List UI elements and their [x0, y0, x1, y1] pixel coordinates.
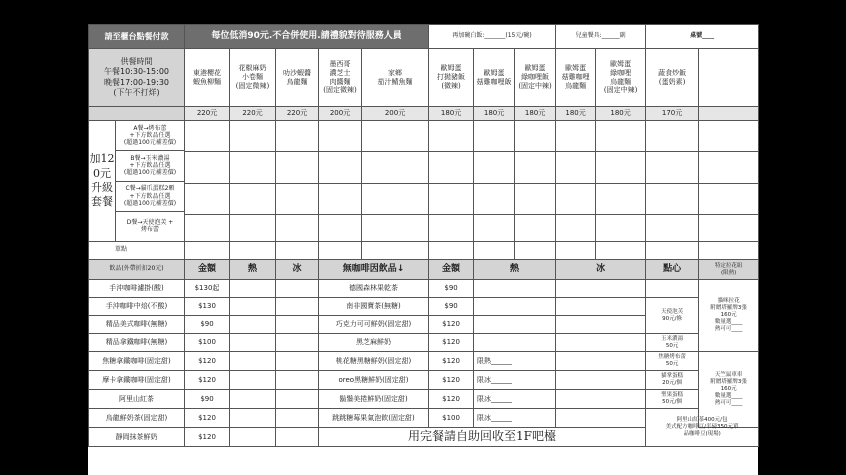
order-cell[interactable]	[276, 428, 319, 447]
order-cell[interactable]	[556, 409, 646, 428]
order-cell[interactable]	[474, 121, 515, 152]
dish-price: 180元	[596, 107, 646, 121]
order-cell[interactable]	[429, 214, 474, 241]
drink-name: 阿里山紅茶	[89, 390, 185, 409]
drink-name: 跳跳糖莓果氣泡飲(固定甜)	[319, 409, 429, 428]
drink-name: 德國森林果乾茶	[319, 280, 429, 298]
drink-temp-note[interactable]: 限冰______	[474, 409, 556, 428]
drink-price: $120	[185, 428, 230, 447]
hot-header-2: 熱	[474, 260, 556, 280]
order-cell[interactable]	[429, 152, 474, 183]
order-cell[interactable]	[596, 183, 646, 214]
order-cell[interactable]	[515, 242, 556, 260]
order-cell[interactable]	[429, 121, 474, 152]
amount-header: 金額	[185, 260, 230, 280]
order-cell[interactable]	[362, 183, 429, 214]
drink-name: 手沖咖啡中焙(不酸)	[89, 298, 185, 316]
order-cell[interactable]	[596, 242, 646, 260]
dish-price: 200元	[362, 107, 429, 121]
order-cell[interactable]	[230, 152, 276, 183]
dish-price: 180元	[556, 107, 596, 121]
dish-name: 蔬食炒飯 (蛋奶素)	[646, 49, 699, 107]
order-cell[interactable]	[474, 183, 515, 214]
drink-price: $90	[429, 298, 474, 316]
order-cell[interactable]	[699, 214, 759, 241]
dish-name: 歐姆蛋 打拋豬飯 (微辣)	[429, 49, 474, 107]
dish-name: 歐姆蛋 菇雞咖哩飯	[474, 49, 515, 107]
dish-price: 220元	[276, 107, 319, 121]
dish-name: 東港櫻花 蝦魚柳麵	[185, 49, 230, 107]
order-cell[interactable]	[362, 152, 429, 183]
blank-cell	[699, 49, 759, 107]
order-cell[interactable]	[556, 352, 646, 371]
order-cell[interactable]	[230, 183, 276, 214]
order-cell[interactable]	[699, 121, 759, 152]
order-cell[interactable]	[276, 390, 319, 409]
lunch-hours: 午餐10:30-15:00	[104, 67, 169, 77]
order-cell[interactable]	[474, 214, 515, 241]
order-cell[interactable]	[319, 242, 362, 260]
drink-name: 精品美式咖啡(無糖)	[89, 316, 185, 334]
dinner-hours: 晚餐17:00-19:30	[104, 77, 169, 87]
order-cell[interactable]	[474, 316, 556, 334]
order-cell[interactable]	[230, 352, 276, 371]
order-cell[interactable]	[474, 280, 556, 298]
ice-header: 冰	[276, 260, 319, 280]
order-cell[interactable]	[646, 242, 699, 260]
single-order-label: 單點	[89, 242, 185, 260]
dish-price: 220元	[230, 107, 276, 121]
amount-header-2: 金額	[429, 260, 474, 280]
order-cell[interactable]	[276, 183, 319, 214]
drink-price: $120	[185, 371, 230, 390]
drink-name: 桃花糖黑糖鮮奶(固定甜)	[319, 352, 429, 371]
order-cell[interactable]	[362, 121, 429, 152]
order-cell[interactable]	[230, 214, 276, 241]
drink-price: $120	[429, 390, 474, 409]
order-cell[interactable]	[556, 298, 646, 316]
order-cell[interactable]	[646, 214, 699, 241]
order-cell[interactable]	[276, 371, 319, 390]
ice-header-2: 冰	[556, 260, 646, 280]
drink-price: $120	[429, 352, 474, 371]
set-upgrade-label: 加120元升級套餐	[89, 121, 116, 241]
dish-name: 歐姆蛋 綠咖哩 烏龍麵 (固定中辣)	[596, 49, 646, 107]
drink-name: 南非國寶茶(無糖)	[319, 298, 429, 316]
order-cell[interactable]	[556, 121, 596, 152]
hot-header: 熱	[230, 260, 276, 280]
order-cell[interactable]	[319, 183, 362, 214]
extra-rice-field[interactable]: 再加碗白飯:_______(15元/碗)	[429, 25, 556, 49]
order-cell[interactable]	[230, 242, 276, 260]
dish-price: 220元	[185, 107, 230, 121]
order-cell[interactable]	[699, 152, 759, 183]
order-cell[interactable]	[276, 298, 319, 316]
drink-temp-note[interactable]: 限熱______	[474, 352, 556, 371]
snack-header: 點心	[646, 260, 699, 280]
order-cell[interactable]	[230, 334, 276, 352]
order-cell[interactable]	[596, 152, 646, 183]
dish-price: 180元	[474, 107, 515, 121]
snack-item[interactable]: 聖果蛋糕 50元/個	[646, 390, 699, 409]
order-sheet	[88, 24, 758, 475]
order-cell[interactable]	[319, 121, 362, 152]
drink-price: $90	[185, 316, 230, 334]
order-cell[interactable]	[556, 316, 646, 334]
set-option-c: C餐→貓爪蛋糕2顆 +下方飲品任選 (超過100元補差價)	[116, 182, 184, 212]
order-cell[interactable]	[276, 152, 319, 183]
blank-cell	[89, 107, 185, 121]
order-cell[interactable]	[646, 183, 699, 214]
order-cell[interactable]	[556, 371, 646, 390]
dish-name: 歐姆蛋 綠咖哩飯 (固定中辣)	[515, 49, 556, 107]
set-meal-options	[89, 121, 185, 242]
order-cell[interactable]	[185, 152, 230, 183]
order-cell[interactable]	[515, 214, 556, 241]
order-cell[interactable]	[515, 152, 556, 183]
drink-price: $120	[429, 316, 474, 334]
drink-price: $100	[429, 409, 474, 428]
snack-item[interactable]: 焦糖烤布蕾 50元	[646, 352, 699, 371]
service-note: (下午不打烊)	[113, 87, 160, 97]
order-cell[interactable]	[276, 352, 319, 371]
drink-price: $120	[185, 352, 230, 371]
order-cell[interactable]	[429, 242, 474, 260]
order-cell[interactable]	[276, 214, 319, 241]
set-option-b: B餐→玉米濃湯 +下方飲品任選 (超過100元補差價)	[116, 151, 184, 181]
order-cell[interactable]	[596, 214, 646, 241]
order-instruction: 請至櫃台點餐付款	[89, 25, 185, 49]
order-cell[interactable]	[319, 214, 362, 241]
drinks-header: 飲品(外帶折扣20元)	[89, 260, 185, 280]
minimum-charge-notice: 每位低消90元.不合併使用.請禮貌對待服務人員	[185, 25, 429, 49]
order-cell[interactable]	[185, 183, 230, 214]
drink-name: 摩卡拿鐵咖啡(固定甜)	[89, 371, 185, 390]
dish-price: 200元	[319, 107, 362, 121]
order-cell[interactable]	[556, 242, 596, 260]
drink-price: $130	[185, 298, 230, 316]
order-cell[interactable]	[230, 409, 276, 428]
menu-table	[88, 24, 759, 447]
caffeine-free-header: 無咖啡因飲品↓	[319, 260, 429, 280]
kids-utensils-field[interactable]: 兒童餐具:______副	[556, 25, 646, 49]
order-cell[interactable]	[276, 334, 319, 352]
latte-art-header: 特定拉花組 (限熱)	[699, 260, 759, 280]
drink-name: 焦糖拿鐵咖啡(固定甜)	[89, 352, 185, 371]
dish-name: 花椒麻奶 小卷麵 (固定微辣)	[230, 49, 276, 107]
order-cell[interactable]	[556, 390, 646, 409]
order-cell[interactable]	[185, 121, 230, 152]
drink-name: 鬍鬚美捲鮮奶(固定甜)	[319, 390, 429, 409]
drink-name: 烏龍鮮奶茶(固定甜)	[89, 409, 185, 428]
drink-name: 巧克力可可鮮奶(固定甜)	[319, 316, 429, 334]
drink-temp-note[interactable]: 限冰______	[474, 390, 556, 409]
order-cell[interactable]	[596, 121, 646, 152]
order-cell[interactable]	[474, 334, 556, 352]
order-cell[interactable]	[515, 183, 556, 214]
order-cell[interactable]	[276, 121, 319, 152]
return-tray-note: 用完餐請自助回收至1F吧檯	[319, 428, 646, 447]
order-cell[interactable]	[276, 242, 319, 260]
drink-price: $120	[429, 334, 474, 352]
order-cell[interactable]	[556, 214, 596, 241]
order-cell[interactable]	[429, 183, 474, 214]
order-cell[interactable]	[646, 152, 699, 183]
drink-price: $130起	[185, 280, 230, 298]
order-cell[interactable]	[230, 121, 276, 152]
order-cell[interactable]	[556, 280, 646, 298]
drink-name: 黑芝麻鮮奶	[319, 334, 429, 352]
drink-name: oreo黑糖鮮奶(固定甜)	[319, 371, 429, 390]
order-cell[interactable]	[474, 242, 515, 260]
drink-name: 靜岡抹茶鮮奶	[89, 428, 185, 447]
order-cell[interactable]	[276, 409, 319, 428]
dish-name: 歐姆蛋 菇雞咖哩 烏龍麵	[556, 49, 596, 107]
service-hours	[89, 49, 185, 107]
dish-price: 180元	[515, 107, 556, 121]
order-cell[interactable]	[474, 298, 556, 316]
order-cell[interactable]	[699, 183, 759, 214]
latte-art-guinea-pig[interactable]: 天竺鼠車車 附贈塔羅牌3張 160元 數量選____ 熱可可____	[699, 352, 759, 428]
order-cell[interactable]	[230, 280, 276, 298]
drink-name: 精品拿鐵咖啡(無糖)	[89, 334, 185, 352]
latte-art-cat[interactable]: 貓咪拉花 附贈塔羅牌3張 160元 數量選____ 熱可可____	[699, 280, 759, 352]
snack-item[interactable]: 玉米濃湯 50元	[646, 334, 699, 352]
drink-name: 手沖咖啡濾掛(酸)	[89, 280, 185, 298]
drink-price: $90	[185, 390, 230, 409]
order-cell[interactable]	[230, 371, 276, 390]
order-cell[interactable]	[230, 390, 276, 409]
table-number-field[interactable]: 桌號____	[646, 25, 759, 49]
snack-item[interactable]: 天使泡芙 90元/條	[646, 298, 699, 334]
dish-price: 180元	[429, 107, 474, 121]
order-cell[interactable]	[646, 280, 699, 298]
drink-price: $120	[185, 409, 230, 428]
drink-price: $90	[429, 280, 474, 298]
order-cell[interactable]	[185, 242, 230, 260]
order-cell[interactable]	[646, 121, 699, 152]
order-cell[interactable]	[515, 121, 556, 152]
dish-price: 170元	[646, 107, 699, 121]
order-cell[interactable]	[276, 316, 319, 334]
order-cell[interactable]	[362, 214, 429, 241]
order-cell[interactable]	[474, 152, 515, 183]
drink-price: $100	[185, 334, 230, 352]
service-label: 供餐時間	[120, 56, 153, 66]
order-cell[interactable]	[230, 316, 276, 334]
dish-name: 叻沙蝦醬 烏龍麵	[276, 49, 319, 107]
set-option-d: D餐→天使泡芙 + 烤布蕾	[126, 219, 174, 234]
drink-price: $120	[429, 371, 474, 390]
order-cell[interactable]	[230, 428, 276, 447]
order-cell[interactable]	[276, 280, 319, 298]
order-cell[interactable]	[230, 298, 276, 316]
order-cell[interactable]	[556, 183, 596, 214]
order-cell[interactable]	[319, 152, 362, 183]
coffee-beans-sale: 阿里山紅茶400元/包 美式配方咖啡豆/半磅350元單 品咖啡豆(現場)	[646, 409, 759, 447]
drink-temp-note[interactable]: 限冰______	[474, 371, 556, 390]
set-option-a: A餐→烤布蕾 +下方飲品任選 (超過100元補差價)	[116, 121, 184, 151]
dish-name: 家鄉 茄汁鯖魚麵	[362, 49, 429, 107]
order-cell[interactable]	[185, 214, 230, 241]
blank-cell	[699, 107, 759, 121]
order-cell[interactable]	[556, 152, 596, 183]
dish-name: 墨西哥 濃芝士 肉醬麵 (固定微辣)	[319, 49, 362, 107]
order-cell[interactable]	[699, 242, 759, 260]
snack-item[interactable]: 貓掌蛋糕 20元/個	[646, 371, 699, 390]
order-cell[interactable]	[556, 334, 646, 352]
order-cell[interactable]	[362, 242, 429, 260]
